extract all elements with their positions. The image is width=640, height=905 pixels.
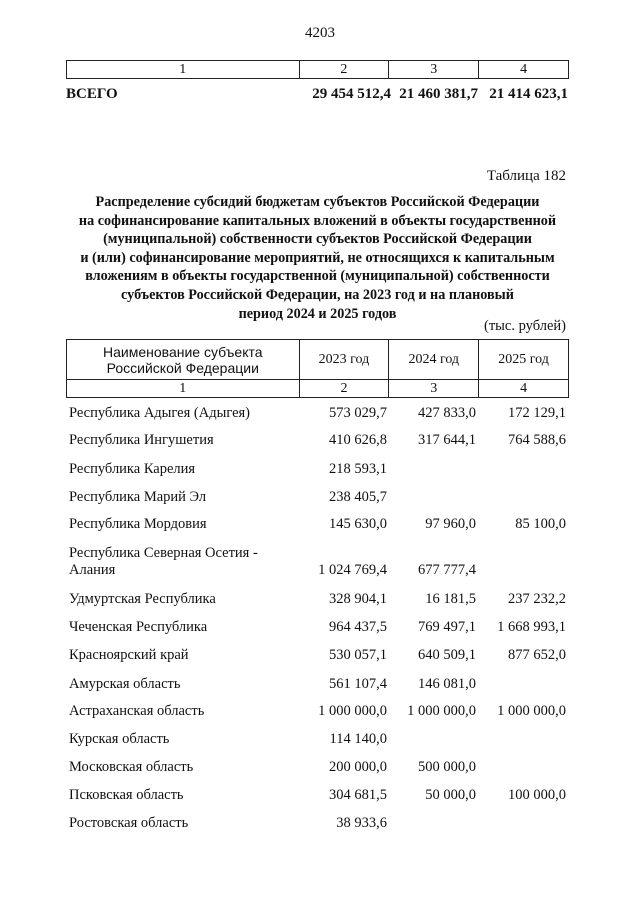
row-name bbox=[69, 647, 294, 664]
row-value-2024: 317 644,1 bbox=[418, 432, 476, 448]
title-line: и (или) софинансирование мероприятий, не относящихся к капитальным bbox=[80, 249, 555, 266]
row-value-2025: 1 668 993,1 bbox=[497, 619, 566, 635]
column-number-4: 4 bbox=[479, 61, 569, 79]
row-value-2023: 304 681,5 bbox=[329, 787, 387, 803]
row-name bbox=[69, 591, 294, 608]
continuation-header-table bbox=[66, 60, 569, 79]
total-2024: 21 460 381,7 bbox=[399, 86, 478, 102]
column-number-1: 1 bbox=[67, 61, 300, 79]
row-value-2023: 1 024 769,4 bbox=[318, 562, 387, 578]
row-value-2023: 218 593,1 bbox=[329, 461, 387, 477]
row-value-2023: 410 626,8 bbox=[329, 432, 387, 448]
title-line: Распределение субсидий бюджетам субъектов Российской Федерации bbox=[95, 194, 540, 210]
row-name bbox=[69, 676, 294, 693]
row-value-2023: 200 000,0 bbox=[329, 759, 387, 775]
column-header-2024: 2024 год bbox=[389, 340, 479, 380]
row-name-line: Амурская область bbox=[69, 676, 181, 692]
row-value-2024: 427 833,0 bbox=[418, 405, 476, 421]
title-line: субъектов Российской Федерации, на 2023 год и на плановый bbox=[121, 286, 514, 303]
row-name bbox=[69, 759, 294, 776]
units-label: (тыс. рублей) bbox=[484, 318, 566, 334]
row-name bbox=[69, 815, 294, 832]
row-name-line: Чеченская Республика bbox=[69, 619, 208, 635]
row-value-2023: 38 933,6 bbox=[336, 815, 387, 831]
row-name bbox=[69, 461, 294, 478]
total-2025: 21 414 623,1 bbox=[489, 86, 568, 102]
column-number-1: 1 bbox=[67, 380, 300, 398]
row-value-2024: 769 497,1 bbox=[418, 619, 476, 635]
row-value-2024: 146 081,0 bbox=[418, 676, 476, 692]
row-name bbox=[69, 619, 294, 636]
row-name bbox=[69, 731, 294, 748]
total-2023: 29 454 512,4 bbox=[312, 86, 391, 102]
row-value-2025: 764 588,6 bbox=[508, 432, 566, 448]
column-number-3: 3 bbox=[389, 61, 479, 79]
row-name-line: Псковская область bbox=[69, 787, 184, 803]
table-header bbox=[66, 339, 569, 398]
row-value-2023: 145 630,0 bbox=[329, 516, 387, 532]
title-line: вложениям в объекты государственной (муниципальной) собственности bbox=[85, 268, 550, 285]
row-name-line: Красноярский край bbox=[69, 647, 189, 663]
page-number: 4203 bbox=[305, 25, 335, 41]
row-value-2024: 500 000,0 bbox=[418, 759, 476, 775]
table-number: Таблица 182 bbox=[486, 168, 566, 184]
row-value-2023: 238 405,7 bbox=[329, 489, 387, 505]
column-header-name-line2: Российской Федерации bbox=[106, 359, 259, 376]
row-name-line: Республика Ингушетия bbox=[69, 432, 214, 448]
row-value-2024: 16 181,5 bbox=[425, 591, 476, 607]
column-number-2: 2 bbox=[299, 61, 389, 79]
title-line: (муниципальной) собственности субъектов Российской Федерации bbox=[103, 231, 532, 248]
column-header-name-line1: Наименование субъекта bbox=[103, 343, 263, 360]
row-name bbox=[69, 489, 294, 506]
table-title bbox=[66, 193, 569, 323]
row-name-line: Республика Мордовия bbox=[69, 516, 207, 532]
row-value-2024: 640 509,1 bbox=[418, 647, 476, 663]
row-name-line: Астраханская область bbox=[69, 703, 205, 719]
row-value-2023: 530 057,1 bbox=[329, 647, 387, 663]
row-value-2023: 114 140,0 bbox=[329, 731, 387, 747]
row-value-2025: 877 652,0 bbox=[508, 647, 566, 663]
row-name-line: Курская область bbox=[69, 731, 170, 747]
column-number-2: 2 bbox=[299, 380, 389, 398]
row-value-2023: 964 437,5 bbox=[329, 619, 387, 635]
column-number-3: 3 bbox=[389, 380, 479, 398]
row-name bbox=[69, 703, 294, 720]
row-name-line: Алания bbox=[69, 562, 116, 578]
title-line: на софинансирование капитальных вложений в объекты государственной bbox=[78, 212, 557, 229]
row-value-2023: 561 107,4 bbox=[329, 676, 387, 692]
row-name bbox=[69, 516, 294, 533]
title-line: период 2024 и 2025 годов bbox=[238, 305, 397, 322]
row-name-line: Московская область bbox=[69, 759, 194, 775]
row-name-line: Удмуртская Республика bbox=[69, 591, 216, 607]
column-header-name bbox=[67, 340, 300, 380]
row-value-2024: 677 777,4 bbox=[418, 562, 476, 578]
row-value-2025: 237 232,2 bbox=[508, 591, 566, 607]
row-name-line: Республика Карелия bbox=[69, 461, 196, 477]
row-value-2025: 100 000,0 bbox=[508, 787, 566, 803]
row-name-line: Республика Северная Осетия - bbox=[69, 545, 258, 561]
row-value-2025: 85 100,0 bbox=[515, 516, 566, 532]
row-value-2023: 573 029,7 bbox=[329, 405, 387, 421]
total-label: ВСЕГО bbox=[66, 86, 118, 102]
row-name bbox=[69, 787, 294, 804]
row-value-2024: 97 960,0 bbox=[425, 516, 476, 532]
row-value-2024: 1 000 000,0 bbox=[407, 703, 476, 719]
row-name bbox=[69, 432, 294, 449]
row-value-2024: 50 000,0 bbox=[425, 787, 476, 803]
row-name bbox=[69, 545, 294, 579]
column-header-2025: 2025 год bbox=[479, 340, 569, 380]
row-value-2023: 1 000 000,0 bbox=[318, 703, 387, 719]
row-name bbox=[69, 405, 294, 422]
row-name-line: Республика Марий Эл bbox=[69, 489, 207, 505]
row-name-line: Ростовская область bbox=[69, 815, 189, 831]
row-value-2023: 328 904,1 bbox=[329, 591, 387, 607]
column-header-2023: 2023 год bbox=[299, 340, 389, 380]
row-name-line: Республика Адыгея (Адыгея) bbox=[69, 405, 251, 421]
column-number-4: 4 bbox=[479, 380, 569, 398]
row-value-2025: 172 129,1 bbox=[508, 405, 566, 421]
row-value-2025: 1 000 000,0 bbox=[497, 703, 566, 719]
